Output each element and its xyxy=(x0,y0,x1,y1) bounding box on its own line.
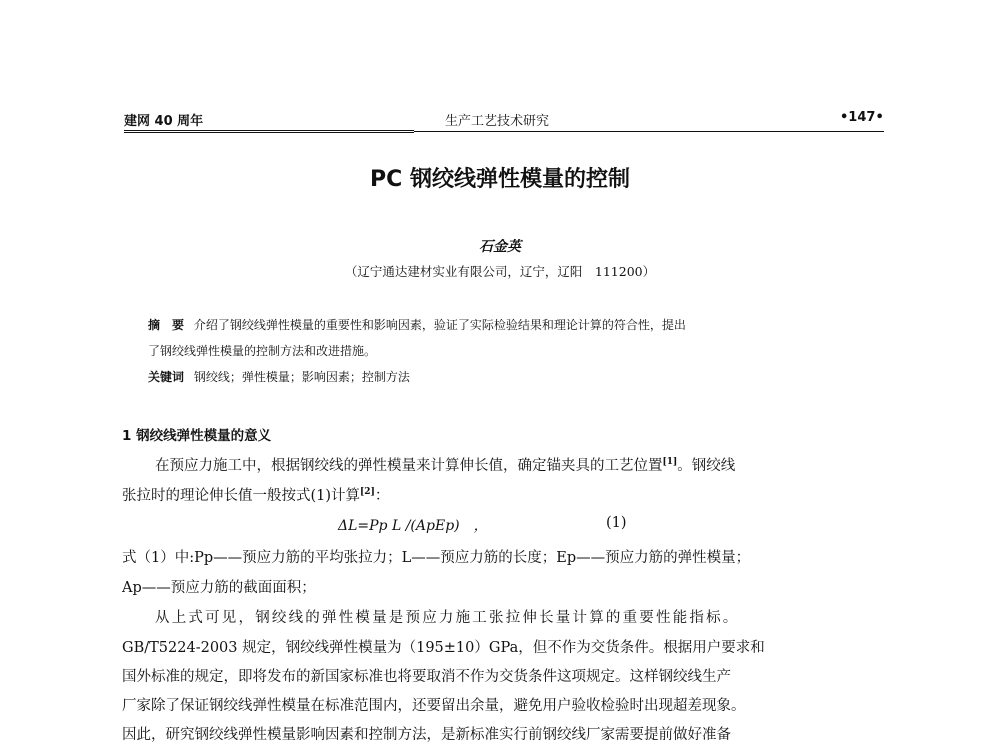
running-header-left: 建网 40 周年 xyxy=(124,114,204,129)
equation-1: ΔL=Pp L /(ApEp) ， xyxy=(338,518,488,534)
keywords-line xyxy=(148,364,410,390)
paragraph-1-line-1 xyxy=(155,454,735,475)
keywords-label: 关键词 xyxy=(148,370,185,384)
running-header-center: 生产工艺技术研究 xyxy=(445,114,550,129)
affiliation: （辽宁通达建材实业有限公司，辽宁，辽阳 111200） xyxy=(344,264,656,279)
citation-2: [2] xyxy=(360,487,375,498)
abstract-line-1 xyxy=(148,312,686,338)
p1-text-1: 在预应力施工中，根据钢绞线的弹性模量来计算伸长值，确定锚夹具的工艺位置 xyxy=(155,458,663,474)
p1-text-2-end: ： xyxy=(374,488,390,504)
abstract-text-1: 介绍了钢绞线弹性模量的重要性和影响因素，验证了实际检验结果和理论计算的符合性，提出 xyxy=(193,318,686,332)
definitions-line-2: Ap——预应力筋的截面面积； xyxy=(122,580,316,596)
header-rule-double-bottom xyxy=(124,132,414,133)
paragraph-2-line-3: 国外标准的规定，即将发布的新国家标准也将要取消不作为交货条件这项规定。这样钢绞线生产 xyxy=(122,669,731,685)
paragraph-2-line-5: 因此，研究钢绞线弹性模量影响因素和控制方法，是新标准实行前钢绞线厂家需要提前做好准备 xyxy=(122,727,731,743)
p1-text-1-end: 。钢绞线 xyxy=(677,458,736,474)
definitions-line-1: 式（1）中:Pp——预应力筋的平均张拉力；L——预应力筋的长度；Ep——预应力筋的弹性模量； xyxy=(122,550,751,566)
header-rule-double-top xyxy=(124,130,414,131)
abstract-line-2: 了钢绞线弹性模量的控制方法和改进措施。 xyxy=(148,344,377,358)
citation-1: [1] xyxy=(662,457,678,468)
paragraph-2-line-1: 从上式可见，钢绞线的弹性模量是预应力施工张拉伸长量计算的重要性能指标。 xyxy=(155,610,740,626)
page-number: •147• xyxy=(840,110,884,125)
paragraph-2-line-4: 厂家除了保证钢绞线弹性模量在标准范围内，还要留出余量，避免用户验收检验时出现超差现象。 xyxy=(122,698,746,714)
p1-text-2: 张拉时的理论伸长值一般按式(1)计算 xyxy=(122,488,361,504)
equation-number: (1) xyxy=(606,515,627,531)
paragraph-1-line-2 xyxy=(122,484,389,505)
paper-title: PC 钢绞线弹性模量的控制 xyxy=(370,167,630,192)
abstract-label: 摘 要 xyxy=(148,318,185,332)
header-rule xyxy=(414,131,884,132)
section-heading: 1 钢绞线弹性模量的意义 xyxy=(122,428,272,444)
keywords-text: 钢绞线；弹性模量；影响因素；控制方法 xyxy=(193,370,410,384)
paragraph-2-line-2: GB/T5224-2003 规定，钢绞线弹性模量为（195±10）GPa，但不作为交货条件。根据用户要求和 xyxy=(122,640,765,656)
author: 石金英 xyxy=(479,239,521,255)
